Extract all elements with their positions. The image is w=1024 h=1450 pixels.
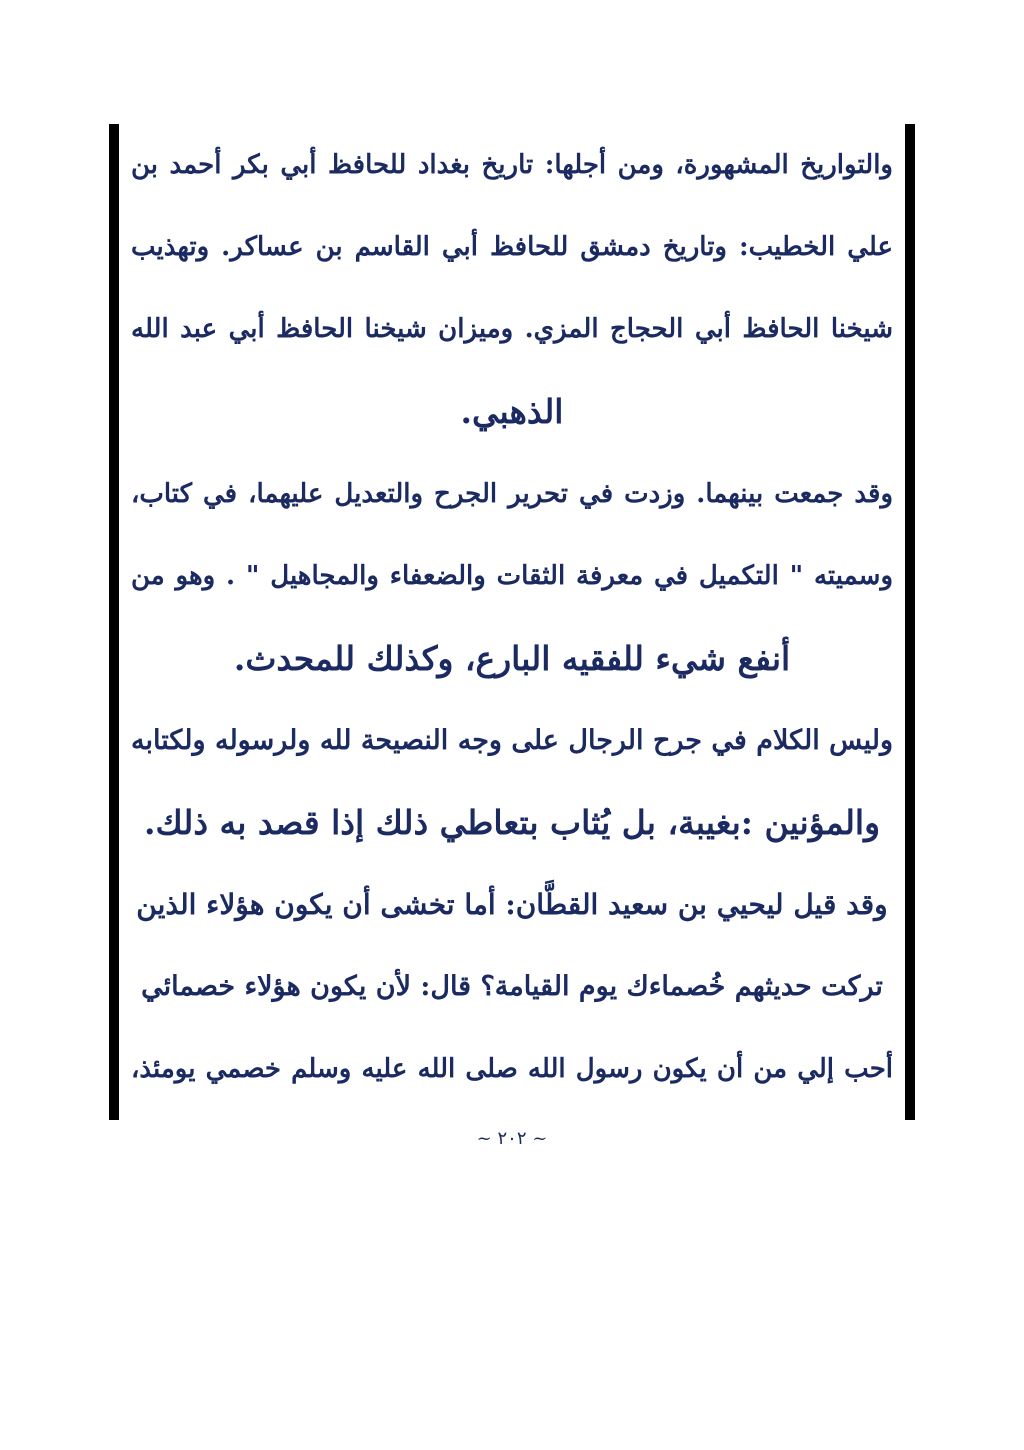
text-line-content: وسميته " التكميل في معرفة الثقات والضعفاء والمجاهيل " . وهو من xyxy=(131,560,893,591)
text-line-content: تركت حديثهم خُصماءك يوم القيامة؟ قال: لأن يكون هؤلاء خصمائي xyxy=(141,971,883,1003)
page-number: ~ ٢٠٢ ~ xyxy=(476,1128,548,1149)
text-line-content: أنفع شيء للفقيه البارع، وكذلك للمحدث. xyxy=(233,638,791,678)
text-line-content: شيخنا الحافظ أبي الحجاج المزي. وميزان شيخنا الحافظ أبي عبد الله xyxy=(131,314,893,345)
text-line-1 xyxy=(119,124,905,206)
text-line-8 xyxy=(119,699,905,781)
text-line-7 xyxy=(119,617,905,699)
text-line-4 xyxy=(119,371,905,453)
text-line-content: والمؤنين :بغيبة، بل يُثاب بتعاطي ذلك إذا قصد به ذلك. xyxy=(143,802,881,842)
text-line-content: وقد قيل ليحيي بن سعيد القطَّان: أما تخشى أن يكون هؤلاء الذين xyxy=(136,888,888,922)
text-line-content: الذهبي. xyxy=(460,392,564,432)
left-border-bar xyxy=(109,124,119,1120)
text-line-12 xyxy=(119,1028,905,1110)
text-line-5 xyxy=(119,453,905,535)
text-line-10 xyxy=(119,864,905,946)
text-line-9 xyxy=(119,781,905,863)
text-body xyxy=(119,124,905,1110)
text-line-content: أحب إلي من أن يكون رسول الله صلى الله عليه وسلم خصمي يومئذ، xyxy=(131,1053,893,1084)
text-line-content: وقد جمعت بينهما. وزدت في تحرير الجرح والتعديل عليهما، في كتاب، xyxy=(131,478,893,509)
text-line-11 xyxy=(119,946,905,1028)
text-line-content: وليس الكلام في جرح الرجال على وجه النصيحة لله ولرسوله ولكتابه xyxy=(131,724,893,756)
text-line-content: علي الخطيب: وتاريخ دمشق للحافظ أبي القاسم بن عساكر. وتهذيب xyxy=(131,232,893,263)
right-border-bar xyxy=(905,124,915,1120)
text-line-3 xyxy=(119,288,905,370)
text-line-6 xyxy=(119,535,905,617)
text-line-content: والتواريخ المشهورة، ومن أجلها: تاريخ بغداد للحافظ أبي بكر أحمد بن xyxy=(131,150,893,181)
text-line-2 xyxy=(119,206,905,288)
